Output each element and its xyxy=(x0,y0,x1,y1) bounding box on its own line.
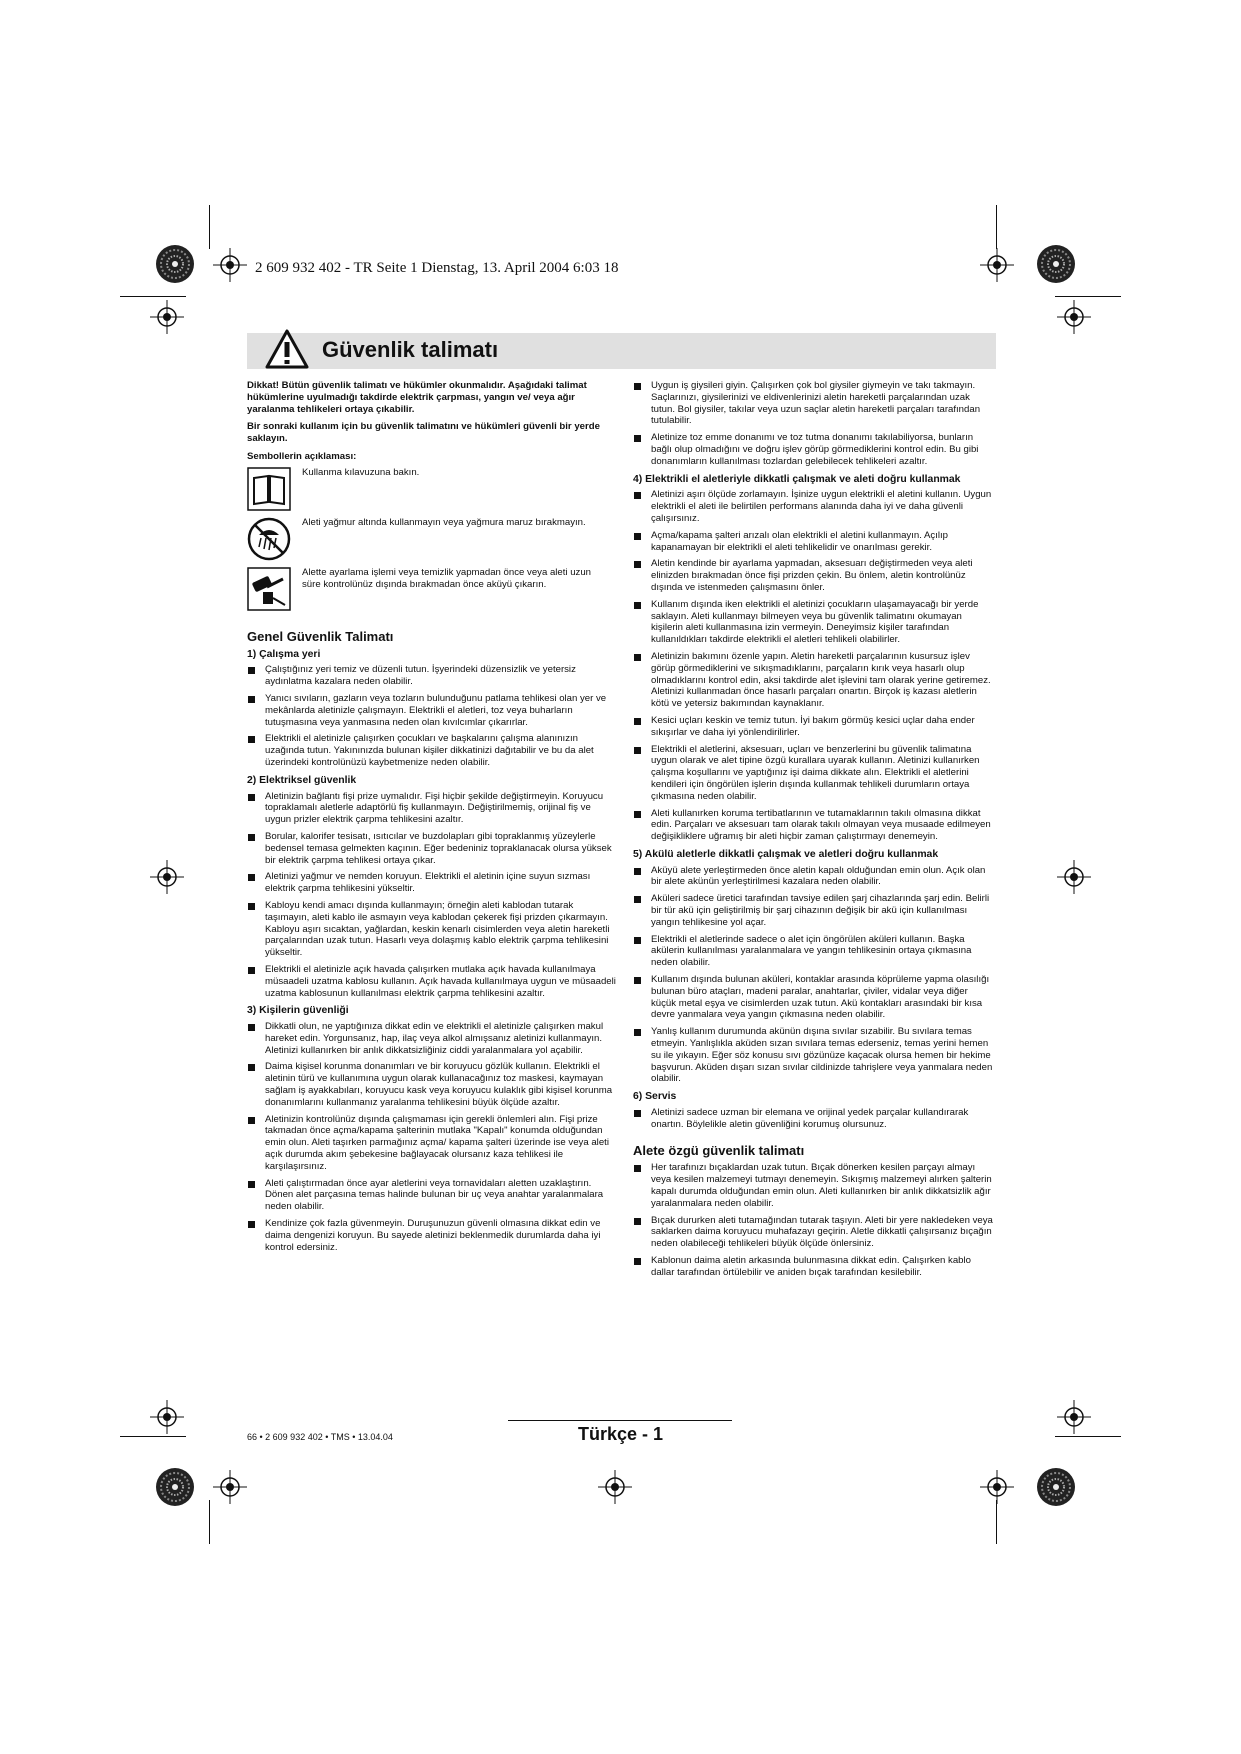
list-item: Yanlış kullanım durumunda akünün dışına sıvılar sızabilir. Bu sıvılara temas etmeyin. Yanlışlıkla aküden sızan sıvılara temas ederseniz, temas yerini hemen su ile yıkayın. Eğer söz konusu sıvı gözünüze kaçacak olursa hemen bir hekime başvurun. Aküden dışarı sızan sıvılar cildinizde tahrişlere veya yanmalara neden olabilir. xyxy=(633,1026,995,1085)
list-item: Elektrikli el aletinizle açık havada çalışırken mutlaka açık havada kullanılmaya müsaadeli uzatma kablosu kullanın. Açık havada kullanılmaya uygun ve müsaadeli uzatma kablosunun kullanılması elektrik çarpma tehlikesini azaltır. xyxy=(247,964,617,999)
bullet-square-icon xyxy=(634,492,641,499)
book-icon xyxy=(247,467,291,511)
bullet-square-icon xyxy=(248,1024,255,1031)
section-title: 2) Elektriksel güvenlik xyxy=(247,774,357,786)
list-item: Elektrikli el aletlerini, aksesuarı, uçları ve benzerlerini bu güvenlik talimatına uygun olarak ve alet tipine özgü kurallara uyarak kullanın. Aletinizi kullanırken çalışma koşullarını ve yaptığınız işi daima dikkate alın. Elektrikli el aletlerini kendileri için öngörülen işlerin dışında kullanmak tehlikeli durumların ortaya çıkmasına neden olabilir. xyxy=(633,744,995,803)
bullet-square-icon xyxy=(248,834,255,841)
bullet-list xyxy=(633,1162,995,1278)
registration-mark-icon xyxy=(1057,300,1091,334)
bullet-square-icon xyxy=(634,1110,641,1117)
crop-mark xyxy=(996,205,997,249)
bullet-square-icon xyxy=(634,383,641,390)
list-item: Daima kişisel korunma donanımları ve bir koruyucu gözlük kullanın. Elektrikli el aletinin türü ve kullanımına uygun olarak kullanacağınız toz maskesi, kaymayan sağlam iş ayakkabıları, koruyucu kask veya koruyucu kulaklık gibi kişisel korunma donanımlarını kullanmanız yaralanma tehlikesini büyük ölçüde azaltır. xyxy=(247,1061,617,1108)
right-column xyxy=(633,380,995,1284)
symbol-row xyxy=(247,467,617,517)
symbol-text: Aleti yağmur altında kullanmayın veya yağmura maruz bırakmayın. xyxy=(302,516,586,528)
footer-page-label: Türkçe - 1 xyxy=(578,1424,664,1444)
color-calibration-wheel-icon xyxy=(155,1467,195,1507)
list-item: Çalıştığınız yeri temiz ve düzenli tutun. İşyerindeki düzensizlik ve yetersiz aydınlatma kazalara neden olabilir. xyxy=(247,664,617,688)
list-item: Aletinizin bağlantı fişi prize uymalıdır. Fişi hiçbir şekilde değiştirmeyin. Koruyucu topraklamalı aletlerle adaptörlü fiş kullanmayın. Değiştirilmemiş, orijinal fiş ve uygun prizler elektrik çarpma tehlikesini azaltır. xyxy=(247,791,617,826)
registration-mark-icon xyxy=(598,1470,632,1504)
section-title: 1) Çalışma yeri xyxy=(247,648,321,660)
list-item: Uygun iş giysileri giyin. Çalışırken çok bol giysiler giymeyin ve takı takmayın. Saçlarınızı, giysilerinizi ve eldivenlerinizi aletin hareketli parçalarından uzak tutun. Bol giysiler, takılar veya uzun saçlar aletin hareketli parçaları tarafından tutulabilir. xyxy=(633,380,995,427)
list-item: Aletinize toz emme donanımı ve toz tutma donanımı takılabiliyorsa, bunların bağlı olup olmadığını ve doğru işlev görüp görmediklerini kontrol edin. Bu gibi donanımların kullanılması tozlardan gelebilecek tehlikeleri azaltır. xyxy=(633,432,995,467)
bullet-list xyxy=(633,489,995,843)
list-item: Aletinizi yağmur ve nemden koruyun. Elektrikli el aletinin içine suyun sızması elektrik çarpma tehlikesini yükseltir. xyxy=(247,871,617,895)
list-item: Yanıcı sıvıların, gazların veya tozların bulunduğunu patlama tehlikesi olan yer ve mekânlarda aletinizle çalışmayın. Elektrikli el aletleri, toz veya buharların tutuşmasına veya yanmasına neden olan kıvılcımlar çıkarırlar. xyxy=(247,693,617,728)
bullet-square-icon xyxy=(248,696,255,703)
footer-divider xyxy=(508,1420,732,1421)
bullet-square-icon xyxy=(634,1165,641,1172)
section-title: 3) Kişilerin güvenliği xyxy=(247,1005,349,1017)
bullet-square-icon xyxy=(248,1181,255,1188)
list-item: Kabloyu kendi amacı dışında kullanmayın; örneğin aleti kablodan tutarak taşımayın, aleti kablo ile asmayın veya kablodan çekerek fişi prizden çıkarmayın. Kabloyu aşırı sıcaktan, yağlardan, keskin kenarlı cisimlerden veya aletin hareketli parçalarından uzak tutun. Hasarlı veya dolaşmış kablo elektrik çarpma tehlikesini yükseltir. xyxy=(247,900,617,959)
bullet-square-icon xyxy=(634,937,641,944)
registration-mark-icon xyxy=(1057,1400,1091,1434)
bullet-square-icon xyxy=(248,1064,255,1071)
bullet-square-icon xyxy=(634,654,641,661)
list-item: Kullanım dışında bulunan aküleri, kontaklar arasında köprüleme yapma olasılığı bulunan büro ataçları, madeni paralar, anahtarlar, çiviler, vidalar veya diğer küçük metal eşya ve cisimlerden uzak tutun. Akü kontakları arasındaki bir kısa devre yanmalara veya yangın çıkmasına neden olabilir. xyxy=(633,974,995,1021)
bullet-square-icon xyxy=(248,667,255,674)
crop-mark xyxy=(120,296,186,297)
general-safety-title: Genel Güvenlik Talimatı xyxy=(247,628,394,644)
intro-keep: Bir sonraki kullanım için bu güvenlik talimatını ve hükümleri güvenli bir yerde saklayın. xyxy=(247,421,600,445)
list-item: Aküleri sadece üretici tarafından tavsiye edilen şarj cihazlarında şarj edin. Belirli bir tür akü için geliştirilmiş bir şarj cihazının değişik bir akü için kullanılması yangın tehlikesine yol açar. xyxy=(633,893,995,928)
left-column xyxy=(247,380,617,1258)
list-item: Elektrikli el aletinizle çalışırken çocukları ve başkalarını çalışma alanınızın uzağında tutun. Yakınınızda bulunan kişiler dikkatinizi dağıtabilir ve bu da alet üzerindeki kontrolünüzü kaybetmenize neden olabilir. xyxy=(247,733,617,768)
bullet-list xyxy=(633,865,995,1086)
bullet-list xyxy=(633,380,995,468)
crop-mark xyxy=(1055,296,1121,297)
footer-print-info: 66 • 2 609 932 402 • TMS • 13.04.04 xyxy=(247,1432,393,1442)
remove-battery-icon xyxy=(247,567,291,611)
bullet-list xyxy=(247,1021,617,1253)
symbol-row xyxy=(247,567,617,617)
list-item: Aleti kullanırken koruma tertibatlarının ve tutamaklarının takılı olmasına dikkat edin. Parçaları ve aksesuarı tam olarak takılı olmayan veya musaade edilmeyen değişikliklere uğramış bir aleti hiçbir zaman çalıştırmayı denemeyin. xyxy=(633,808,995,843)
crop-mark xyxy=(209,205,210,249)
symbols-heading: Sembollerin açıklaması: xyxy=(247,450,357,462)
bullet-square-icon xyxy=(248,1117,255,1124)
bullet-square-icon xyxy=(248,736,255,743)
color-calibration-wheel-icon xyxy=(155,244,195,284)
list-item: Kullanım dışında iken elektrikli el aletinizi çocukların ulaşamayacağı bir yerde saklayın. Aleti kullanmayı bilmeyen veya bu güvenlik talimatını okumayan kişilerin aleti kullanmasına izin vermeyin. Deneyimsiz kişiler tarafından kullanıldıkları takdirde elektrikli el aletleri tehlikeli olabilirler. xyxy=(633,599,995,646)
list-item: Bıçak dururken aleti tutamağından tutarak taşıyın. Aleti bir yere nakledeken veya saklarken daima koruyucu muhafazayı geçirin. Aletle dikkatli çalışırsanız bıçağın neden olabileceği tehlikeleri büyük ölçüde önlersiniz. xyxy=(633,1215,995,1250)
bullet-square-icon xyxy=(248,794,255,801)
list-item: Dikkatli olun, ne yaptığınıza dikkat edin ve elektrikli el aletinizle çalışırken makul hareket edin. Yorgunsanız, hap, ilaç veya alkol almışsanız aletinizi kullanmayın. Aletinizi kullanırken bir anlık dikkatsizliğiniz ciddi yaralanmalara yol açabilir. xyxy=(247,1021,617,1056)
list-item: Her tarafınızı bıçaklardan uzak tutun. Bıçak dönerken kesilen parçayı almayı veya kesilen malzemeyi tutmayı denemeyin. Sıkışmış malzemeyi alırken şalterin kapalı durumda olduğundan emin olun. Aleti kullanırken bir anlık dikkatsizlik ağır yaralanmalara neden olabilir. xyxy=(633,1162,995,1209)
warning-triangle-icon xyxy=(265,329,309,369)
registration-mark-icon xyxy=(150,300,184,334)
title-bar xyxy=(247,333,996,369)
bullet-list xyxy=(247,791,617,1000)
bullet-square-icon xyxy=(248,903,255,910)
list-item: Aletinizi sadece uzman bir elemana ve orijinal yedek parçalar kullandırarak onartın. Böylelikle aletin güvenliğini korumuş olursunuz. xyxy=(633,1107,995,1131)
bullet-square-icon xyxy=(248,874,255,881)
list-item: Borular, kalorifer tesisatı, ısıtıcılar ve buzdolapları gibi topraklanmış yüzeylerle bedensel temasa gelmekten kaçının. Eğer bedeniniz topraklanacak olursa yüksek bir elektrik çarpma tehlikesi ortaya çıkar. xyxy=(247,831,617,866)
list-item: Kesici uçları keskin ve temiz tutun. İyi bakım görmüş kesici uçlar daha ender sıkışırlar ve daha iyi yönlendirilirler. xyxy=(633,715,995,739)
no-rain-icon xyxy=(247,517,291,561)
color-calibration-wheel-icon xyxy=(1036,1467,1076,1507)
bullet-square-icon xyxy=(634,1029,641,1036)
bullet-square-icon xyxy=(634,1218,641,1225)
bullet-list xyxy=(247,664,617,768)
print-header-line: 2 609 932 402 - TR Seite 1 Dienstag, 13. April 2004 6:03 18 xyxy=(255,260,619,276)
section-title: 4) Elektrikli el aletleriyle dikkatli çalışmak ve aleti doğru kullanmak xyxy=(633,473,961,485)
list-item: Aleti çalıştırmadan önce ayar aletlerini veya tornavidaları aletten uzaklaştırın. Dönen alet parçasına temas halinde bulunan bir uç veya anahtar yaralanmalara neden olabilir. xyxy=(247,1178,617,1213)
bullet-square-icon xyxy=(634,561,641,568)
bullet-square-icon xyxy=(634,435,641,442)
list-item: Aküyü alete yerleştirmeden önce aletin kapalı olduğundan emin olun. Açık olan bir alete akünün yerleştirilmesi kazalara neden olabilir. xyxy=(633,865,995,889)
registration-mark-icon xyxy=(980,1470,1014,1504)
list-item: Aletinizin bakımını özenle yapın. Aletin hareketli parçalarının kusursuz işlev görüp görmediklerini ve sıkışmadıklarını, parçaların kırık veya hasarlı olup olmadıklarını kontrol edin, aksi takdirde alet işlevini tam olarak yerine getiremez. Aletinizi kullanmadan önce hasarlı parçaları onartın. Birçok iş kazası aletlerin kötü ve yetersiz bakımından kaynaklanır. xyxy=(633,651,995,710)
bullet-square-icon xyxy=(634,896,641,903)
list-item: Kablonun daima aletin arkasında bulunmasına dikkat edin. Çalışırken kablo dallar tarafından örtülebilir ve aniden bıçak tarafından kesilebilir. xyxy=(633,1255,995,1279)
list-item: Açma/kapama şalteri arızalı olan elektrikli el aletini kullanmayın. Açılıp kapanamayan bir elektrikli el aleti tehlikelidir ve onarılması gerekir. xyxy=(633,530,995,554)
symbol-text: Kullanma kılavuzuna bakın. xyxy=(302,466,420,478)
list-item: Aletinizin kontrolünüz dışında çalışmaması için gerekli önlemleri alın. Fişi prize takmadan önce açma/kapama şalterinin mutlaka "Kapalı" konumda olduğundan emin olun. Aleti taşırken parmağınız açma/ kapama şalteri üzerinde ise veya aleti açık durumda akım şebekesine bağlayacak olursanız kaza tehlikesi ile karşılaşırsınız. xyxy=(247,1114,617,1173)
registration-mark-icon xyxy=(150,1400,184,1434)
bullet-square-icon xyxy=(248,967,255,974)
bullet-square-icon xyxy=(634,977,641,984)
bullet-square-icon xyxy=(634,1258,641,1265)
bullet-square-icon xyxy=(634,602,641,609)
symbol-text: Alette ayarlama işlemi veya temizlik yapmadan önce veya aleti uzun süre kontrolünüz dışında bırakmadan önce aküyü çıkarın. xyxy=(302,566,592,590)
tool-specific-safety-title: Alete özgü güvenlik talimatı xyxy=(633,1142,805,1158)
section-title: 6) Servis xyxy=(633,1091,677,1103)
list-item: Elektrikli el aletlerinde sadece o alet için öngörülen aküleri kullanın. Başka akülerin kullanılması yaralanmalara ve yangın tehlikesinin ortaya çıkmasına neden olabilir. xyxy=(633,934,995,969)
crop-mark xyxy=(120,1436,186,1437)
page-title: Güvenlik talimatı xyxy=(322,337,499,362)
registration-mark-icon xyxy=(150,860,184,894)
registration-mark-icon xyxy=(980,248,1014,282)
section-title: 5) Akülü aletlerle dikkatli çalışmak ve aletleri doğru kullanmak xyxy=(633,848,939,860)
list-item: Kendinize çok fazla güvenmeyin. Duruşunuzun güvenli olmasına dikkat edin ve daima dengenizi koruyun. Bu sayede aletinizi beklenmedik durumlarda daha iyi kontrol edersiniz. xyxy=(247,1218,617,1253)
bullet-square-icon xyxy=(634,868,641,875)
registration-mark-icon xyxy=(213,1470,247,1504)
symbol-row xyxy=(247,517,617,567)
bullet-square-icon xyxy=(634,533,641,540)
list-item: Aletinizi aşırı ölçüde zorlamayın. İşinize uygun elektrikli el aletini kullanın. Uygun elektrikli el aleti ile belirtilen performans alanında daha iyi ve daha güvenli çalışırsınız. xyxy=(633,489,995,524)
crop-mark xyxy=(996,1500,997,1544)
list-item: Aletin kendinde bir ayarlama yapmadan, aksesuarı değiştirmeden veya aleti elinizden bırakmadan önce fişi prizden çekin. Bu önlem, aletin kontrolünüz dışında ve istenmeden çalışmasını önler. xyxy=(633,558,995,593)
crop-mark xyxy=(209,1500,210,1544)
registration-mark-icon xyxy=(213,248,247,282)
color-calibration-wheel-icon xyxy=(1036,244,1076,284)
intro-warning: Dikkat! Bütün güvenlik talimatı ve hükümler okunmalıdır. Aşağıdaki talimat hükümlerine uyulmadığı takdirde elektrik çarpması, yangın ve/ veya ağır yaralanma tehlikeleri ortaya çıkabilir. xyxy=(247,380,587,415)
bullet-square-icon xyxy=(248,1221,255,1228)
registration-mark-icon xyxy=(1057,860,1091,894)
bullet-list xyxy=(633,1107,995,1131)
crop-mark xyxy=(1055,1436,1121,1437)
bullet-square-icon xyxy=(634,811,641,818)
bullet-square-icon xyxy=(634,718,641,725)
bullet-square-icon xyxy=(634,747,641,754)
